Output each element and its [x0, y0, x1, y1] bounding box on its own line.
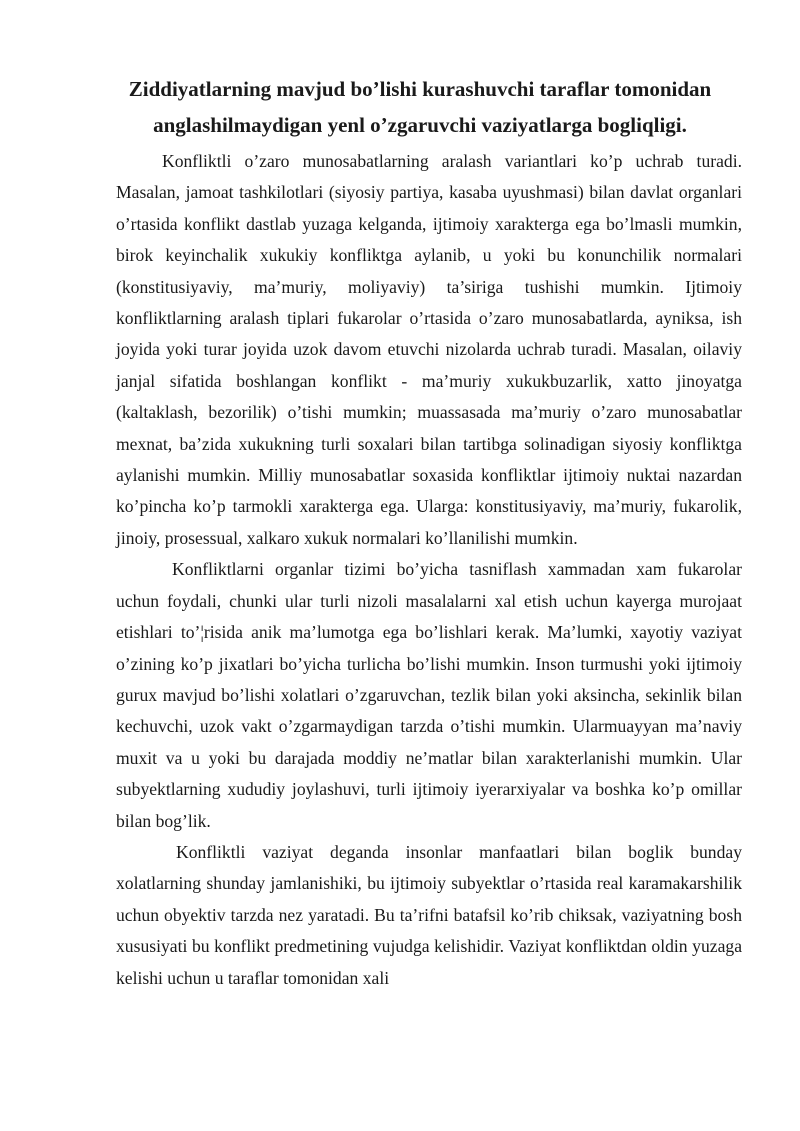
- paragraph-2: Konfliktlarni organlar tizimi bo’yicha tasniflash xammadan xam fukarolar uchun foydali, chunki ular turli nizoli masalalarni xal etish uchun kayerga murojaat etishlari to’¦risida anik ma’lumotga ega bo’lishlari kerak. Ma’lumki, xayotiy vaziyat o’zining ko’p jixatlari bo’yicha turlicha bo’lishi mumkin. Inson turmushi yoki ijtimoiy gurux mavjud bo’lishi xolatlari o’zgaruvchan, tezlik bilan yoki aksincha, sekinlik bilan kechuvchi, uzok vakt o’zgarmaydigan tarzda o’tishi mumkin. Ularmuayyan ma’naviy muxit va u yoki bu darajada moddiy ne’matlar bilan xarakterlanishi mumkin. Ular subyektlarning xududiy joylashuvi, turli ijtimoiy iyerarxiyalar va boshka ko’p omillar bilan bog’lik.: [116, 559, 742, 831]
- paragraph-3: Konfliktli vaziyat deganda insonlar manfaatlari bilan boglik bunday xolatlarning shunday jamlanishiki, bu ijtimoiy subyektlar o’rtasida real karamakarshilik uchun obyektiv tarzda nez yaratadi. Bu ta’rifni batafsil ko’rib chiksak, vaziyatning bosh xususiyati bu konflikt predmetining vujudga kelishidir. Vaziyat konfliktdan oldin yuzaga kelishi uchun u taraflar tomonidan xali: [116, 841, 742, 988]
- paragraph-1: Konfliktli o’zaro munosabatlarning aralash variantlari ko’p uchrab turadi. Masalan, jamoat tashkilotlari (siyosiy partiya, kasaba uyushmasi) bilan davlat organlari o’rtasida konflikt dastlab yuzaga kelganda, ijtimoiy xarakterga ega bo’lmasli mumkin, birok keyinchalik xukukiy konfliktga aylanib, u yoki bu konunchilik normalari (konstitusiyaviy, ma’muriy, moliyaviy) ta’siriga tushishi mumkin. Ijtimoiy konfliktlarning aralash tiplari fukarolar o’rtasida o’zaro munosabatlarda, ayniksa, ish joyida yoki turar joyida uzok davom etuvchi nizolarda uchrab turadi. Masalan, oilaviy janjal sifatida boshlangan konflikt - ma’muriy xukukbuzarlik, xatto jinoyatga (kaltaklash, bezorilik) o’tishi mumkin; muassasada ma’muriy o’zaro munosabatlar mexnat, ba’zida xukukning turli soxalari bilan tartibga solinadigan siyosiy konfliktga aylanishi mumkin. Milliy munosabatlar soxasida konfliktlar ijtimoiy nuktai nazardan ko’pincha ko’p tarmokli xarakterga ega. Ularga: konstitusiyaviy, ma’muriy, fukarolik, jinoiy, prosessual, xalkaro xukuk normalari ko’llanilishi mumkin.: [116, 151, 742, 548]
- document-title-line-2: anglashilmaydigan yenl o’zgaruvchi vaziyatlarga bogliqligi.: [153, 113, 687, 137]
- document-body: [116, 146, 742, 994]
- document-title-line-1: Ziddiyatlarning mavjud bo’lishi kurashuvchi taraflar tomonidan: [128, 77, 712, 101]
